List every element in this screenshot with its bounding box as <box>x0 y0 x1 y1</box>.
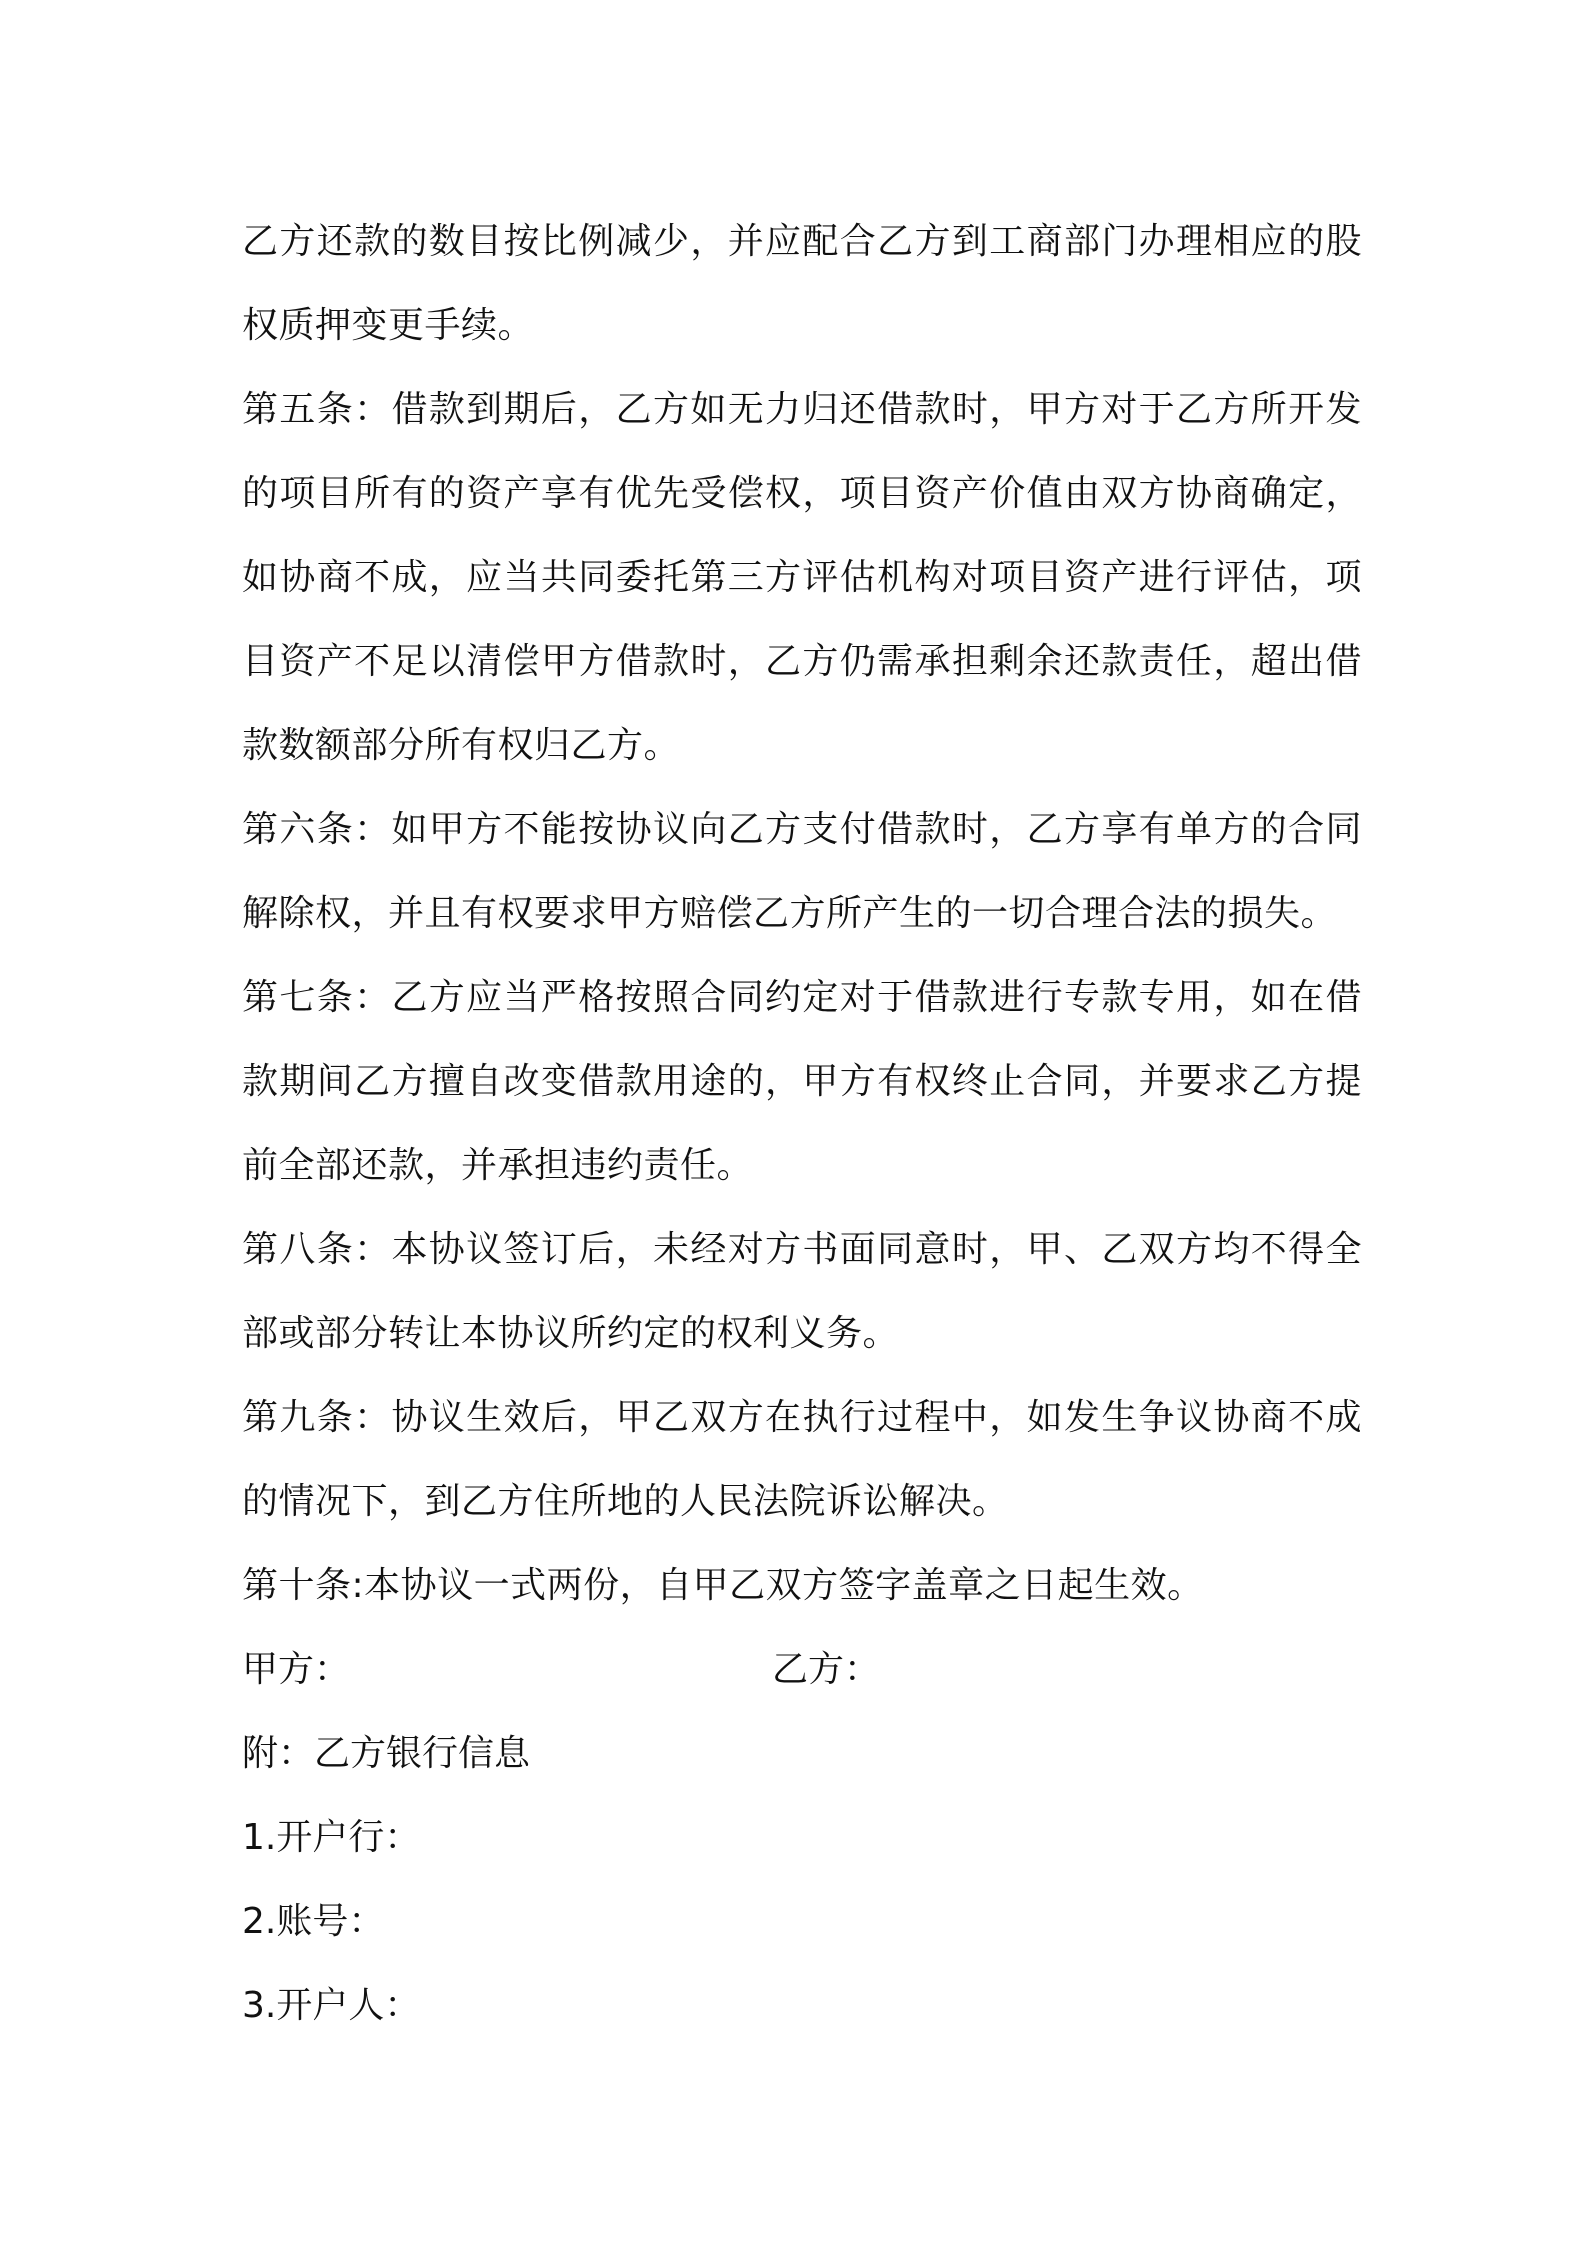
party-b-signature-label: 乙方： <box>772 1649 881 1690</box>
party-a-signature-label: 甲方： <box>242 1649 351 1690</box>
paragraph-continuation: 乙方还款的数目按比例减少，并应配合乙方到工商部门办理相应的股权质押变更手续。 <box>242 221 1362 346</box>
paragraph-article-7: 第七条：乙方应当严格按照合同约定对于借款进行专款专用，如在借款期间乙方擅自改变借款用途的，甲方有权终止合同，并要求乙方提前全部还款，并承担违约责任。 <box>242 977 1362 1186</box>
paragraph-article-5: 第五条：借款到期后，乙方如无力归还借款时，甲方对于乙方所开发的项目所有的资产享有优先受偿权，项目资产价值由双方协商确定，如协商不成，应当共同委托第三方评估机构对项目资产进行评估，项目资产不足以清偿甲方借款时，乙方仍需承担剩余还款责任，超出借款数额部分所有权归乙方。 <box>242 389 1362 766</box>
paragraph-article-10: 第十条:本协议一式两份，自甲乙双方签字盖章之日起生效。 <box>242 1565 1204 1606</box>
paragraph-article-9: 第九条：协议生效后，甲乙双方在执行过程中，如发生争议协商不成的情况下，到乙方住所地的人民法院诉讼解决。 <box>242 1397 1362 1522</box>
appendix-title: 附：乙方银行信息 <box>242 1733 531 1774</box>
paragraph-article-8: 第八条：本协议签订后，未经对方书面同意时，甲、乙双方均不得全部或部分转让本协议所约定的权利义务。 <box>242 1229 1362 1354</box>
signature-row <box>242 1628 1362 1712</box>
bank-name-field: 1.开户行： <box>242 1817 421 1858</box>
document-page <box>242 200 1362 2048</box>
paragraph-article-6: 第六条：如甲方不能按协议向乙方支付借款时，乙方享有单方的合同解除权，并且有权要求甲方赔偿乙方所产生的一切合理合法的损失。 <box>242 809 1362 934</box>
account-holder-field: 3.开户人： <box>242 1985 421 2026</box>
account-number-field: 2.账号： <box>242 1901 385 1942</box>
